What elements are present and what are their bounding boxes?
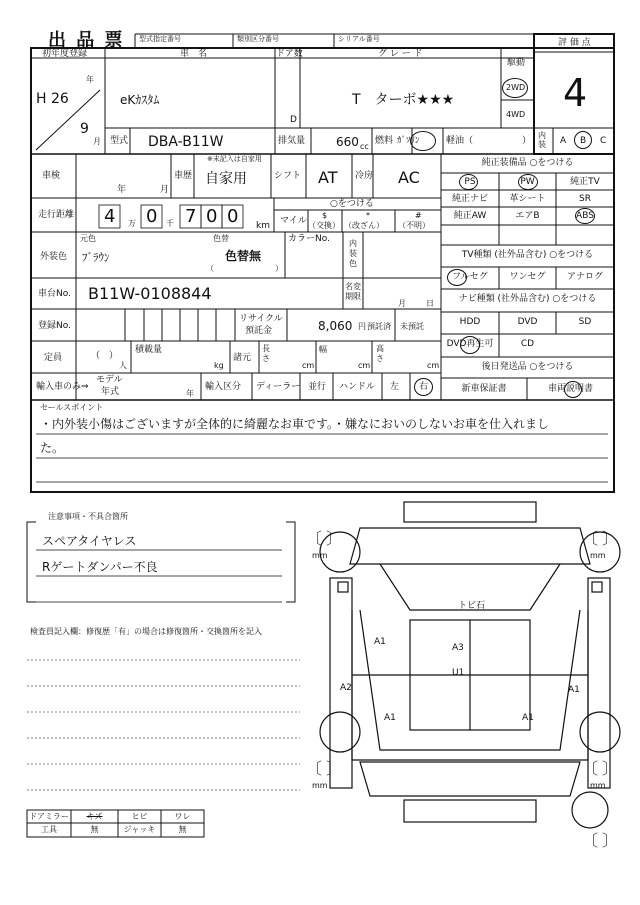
width-cm: cm [358, 361, 371, 370]
media-dvd: DVD再生可 [446, 339, 494, 349]
mileage-sym-unknown: # [415, 211, 422, 220]
color-change-label: 色替 [213, 234, 229, 243]
mileage-attach-note: ○をつける [330, 199, 374, 209]
circle-interior-b [574, 131, 592, 149]
mileage-digit-2: 0 [146, 206, 158, 227]
interior-c: C [600, 136, 607, 146]
height-1: 高 [376, 344, 384, 353]
mirror-label: ドアミラー [29, 812, 69, 821]
history-note: ※未記入は自家用 [207, 155, 262, 163]
recycle-unit: 円 [358, 322, 366, 331]
displacement-value: 660 [336, 135, 359, 149]
displacement-unit: cc [360, 142, 369, 151]
chassis-value: B11W-0108844 [88, 284, 212, 303]
navi-header: ナビ種類 (社外品含む) ○をつける [458, 294, 597, 304]
circle-ps [459, 174, 478, 190]
circle-manual [564, 381, 582, 398]
recycle-not-deposited: 未預託 [400, 322, 424, 331]
tv-fullseg: フルセグ [452, 272, 488, 282]
tv-header: TV種類 (社外品含む) ○をつける [461, 250, 594, 260]
model-year-1: モデル [96, 375, 123, 385]
bracket-fl-close: 〕 [326, 529, 343, 548]
bracket-fl-open: 〔 [306, 529, 323, 548]
mileage-digit-3: 7 [185, 206, 197, 227]
history-value: 自家用 [205, 171, 247, 187]
mark-a1-left-front: A1 [374, 637, 386, 647]
bracket-fl-unit: mm [312, 551, 328, 560]
model-label: 型式 [110, 136, 129, 146]
sheet-title: 出 品 票 [48, 30, 125, 51]
mark-a2-left: A2 [340, 683, 352, 693]
handle-label: ハンドル [339, 382, 376, 392]
color-paren-close: ） [275, 264, 283, 273]
post-manual: 車両説明書 [547, 384, 593, 394]
circle-dvd-play [460, 336, 480, 354]
capacity-label: 定員 [44, 353, 63, 363]
circle-2wd [502, 78, 528, 98]
bracket-spare-open: 〔 [582, 831, 599, 850]
inspection-year-unit: 年 [117, 185, 127, 195]
name-change-1: 名変 [345, 282, 361, 291]
interior-label: 内装 [538, 131, 546, 149]
notes-line-2: Rゲートダンパー不良 [42, 560, 158, 574]
mileage-label: 走行距離 [38, 210, 75, 220]
tools-value: 無 [90, 825, 99, 834]
bracket-fr-close: 〕 [602, 529, 619, 548]
color-label: 外装色 [40, 252, 68, 262]
orig-color-label: 元色 [80, 234, 96, 243]
length-2: さ [262, 354, 270, 363]
registration-label: 登録No. [38, 321, 71, 331]
serial-number-label: シリアル番号 [338, 35, 380, 43]
dims-label: 諸元 [233, 353, 252, 363]
recycle-deposited: 預託済 [367, 322, 391, 331]
mark-a1-right-rear: A1 [522, 713, 534, 723]
bracket-rl-open: 〔 [306, 759, 323, 778]
mark-a1-left-rear: A1 [384, 713, 396, 723]
height-2: さ [376, 354, 384, 363]
media-cd: CD [520, 339, 535, 349]
score-label: 評 価 点 [558, 38, 591, 48]
tools-label: 工具 [41, 825, 57, 834]
oem-header: 純正装備品 ○をつける [481, 158, 574, 168]
interior-color-2: 装 [349, 249, 357, 258]
bracket-rr-close: 〕 [602, 759, 619, 778]
import-year-unit: 年 [186, 389, 194, 398]
fuel-label: 燃料 [375, 136, 394, 146]
recycle-label-1: リサイクル [239, 314, 283, 324]
tv-analog: アナログ [566, 272, 603, 282]
mileage-sym-tampered: * [366, 211, 370, 220]
chassis-day: 日 [426, 299, 434, 308]
inspection-label: 車検 [42, 171, 61, 181]
mileage-exchange: （交換） [308, 221, 340, 230]
navi-dvd: DVD [517, 317, 538, 327]
recycle-value: 8,060 [318, 319, 353, 333]
ac-value: AC [398, 168, 420, 187]
fuel-diesel: 軽油（ [446, 136, 474, 146]
bracket-fr-open: 〔 [582, 529, 599, 548]
mileage-digit-4: 0 [206, 206, 218, 227]
sales-label: セールスポイント [40, 403, 104, 412]
circle-abs [575, 208, 595, 224]
first-reg-era: H 26 [36, 91, 69, 107]
month-unit: 月 [93, 137, 101, 146]
drive-4wd: 4WD [506, 110, 526, 119]
import-class-label: 輸入区分 [205, 382, 242, 392]
import-dealer: ディーラー [256, 382, 301, 392]
sales-line-1: ・内外装小傷はございますが全体的に綺麗なお車です。・嫌なにおいのしないお車を仕入れまし [40, 417, 550, 431]
history-label: 車歴 [174, 171, 193, 181]
chassis-label: 車台No. [38, 289, 71, 299]
score-value: 4 [563, 71, 588, 115]
inspector-label: 検査員記入欄：修復歴「有」の場合は修復箇所・交換箇所を記入 [30, 627, 262, 636]
post-warranty: 新車保証書 [461, 384, 507, 394]
bracket-fr-unit: mm [590, 551, 606, 560]
mileage-digit-1: 4 [104, 206, 116, 227]
model-value: DBA-B11W [148, 134, 224, 150]
oem-pw: PW [520, 177, 535, 187]
capacity-person: 人 [119, 361, 127, 370]
oem-ps: PS [464, 177, 476, 187]
name-change-2: 期限 [345, 292, 361, 301]
shift-label: シフト [274, 171, 302, 181]
mirror-broken: ワレ [174, 812, 191, 821]
notes-label: 注意事項・不具合箇所 [48, 512, 128, 521]
capacity-paren: （ ） [91, 351, 119, 361]
mileage-sym-exchange: $ [322, 211, 328, 220]
tv-oneseg: ワンセグ [509, 272, 546, 282]
oem-leather: 革シート [509, 194, 546, 204]
drive-label: 駆動 [507, 58, 526, 68]
class-number-label: 類別区分番号 [237, 35, 279, 43]
mileage-digit-5: 0 [227, 206, 239, 227]
oem-abs: ABS [576, 211, 594, 221]
oem-navi: 純正ナビ [451, 194, 488, 204]
circle-right-handle [414, 378, 433, 396]
import-parallel: 並行 [308, 382, 327, 392]
bracket-rr-open: 〔 [582, 759, 599, 778]
grade-value: T ターボ★★★ [352, 92, 455, 108]
jack-value: 無 [178, 825, 187, 834]
mileage-tampered: （改ざん） [344, 221, 384, 230]
circle-fullseg [447, 269, 467, 286]
ac-label: 冷房 [355, 171, 374, 181]
mileage-man: 万 [128, 219, 136, 228]
mileage-mile: マイル [280, 216, 307, 226]
color-no-label: カラーNo. [288, 234, 330, 244]
notes-line-1: スペアタイヤレス [42, 534, 137, 548]
navi-sd: SD [578, 317, 592, 327]
mileage-unknown: （不明） [398, 221, 430, 230]
door-unit: D [290, 115, 297, 125]
diesel-paren-close: ） [522, 136, 532, 146]
handle-right: 右 [419, 382, 429, 392]
height-cm: cm [427, 361, 440, 370]
first-reg-month: 9 [80, 121, 89, 137]
car-name: eKｶｽﾀﾑ [120, 93, 160, 107]
mirror-crack: ヒビ [131, 812, 148, 821]
bracket-rr-unit: mm [590, 781, 606, 790]
load-kg: kg [214, 361, 224, 370]
circle-gasoline [410, 131, 436, 151]
inspection-month-unit: 月 [160, 185, 170, 195]
fuel-gasoline: ｶﾞｿﾘﾝ [397, 136, 420, 146]
length-cm: cm [302, 361, 315, 370]
shift-value: AT [318, 168, 338, 187]
interior-color-3: 色 [349, 259, 357, 268]
mark-stone-chip: トビ石 [458, 601, 486, 611]
grade-label: グ レ ー ド [378, 49, 423, 59]
interior-b: B [580, 136, 587, 146]
first-reg-label: 初年度登録 [42, 49, 88, 59]
jack-label: ジャッキ [123, 825, 156, 834]
color-change: 色替無 [225, 249, 262, 263]
doors-label: ドア数 [276, 49, 303, 59]
circle-pw [518, 174, 538, 190]
mark-u1-roof: U1 [452, 668, 465, 678]
displacement-label: 排気量 [278, 136, 306, 146]
mark-a1-right: A1 [568, 685, 580, 695]
interior-color-1: 内 [349, 239, 357, 248]
chassis-month: 月 [398, 299, 406, 308]
model-year-2: 年式 [101, 387, 120, 397]
mileage-sen: 千 [166, 219, 174, 228]
mileage-km: km [256, 221, 270, 231]
length-1: 長 [262, 344, 270, 353]
bracket-spare-close: 〕 [602, 831, 619, 850]
color-paren-open: （ [206, 264, 214, 273]
recycle-label-2: 預託金 [245, 326, 273, 336]
post-header: 後日発送品 ○をつける [481, 362, 574, 372]
navi-hdd: HDD [459, 317, 481, 327]
bracket-rl-close: 〕 [326, 759, 343, 778]
mirror-scratch: キズ [86, 812, 103, 821]
oem-airbag: エアB [515, 211, 540, 221]
drive-2wd: 2WD [506, 83, 526, 92]
bracket-rl-unit: mm [312, 781, 328, 790]
load-label: 積載量 [135, 345, 163, 355]
mark-a3-roof: A3 [452, 643, 464, 653]
year-unit: 年 [86, 75, 94, 84]
oem-aw: 純正AW [453, 211, 487, 221]
oem-tv: 純正TV [570, 177, 600, 187]
car-damage-diagram [300, 500, 640, 850]
sales-line-2: た。 [40, 441, 65, 455]
width-label: 幅 [319, 345, 327, 354]
type-approval-label: 型式指定番号 [139, 35, 181, 43]
oem-sr: SR [579, 194, 591, 204]
interior-a: A [560, 136, 567, 146]
orig-color: ﾌﾞﾗｳﾝ [82, 251, 110, 264]
import-label: 輸入車のみ⇒ [36, 382, 89, 392]
handle-left: 左 [390, 382, 400, 392]
car-name-label: 車 名 [180, 49, 208, 59]
